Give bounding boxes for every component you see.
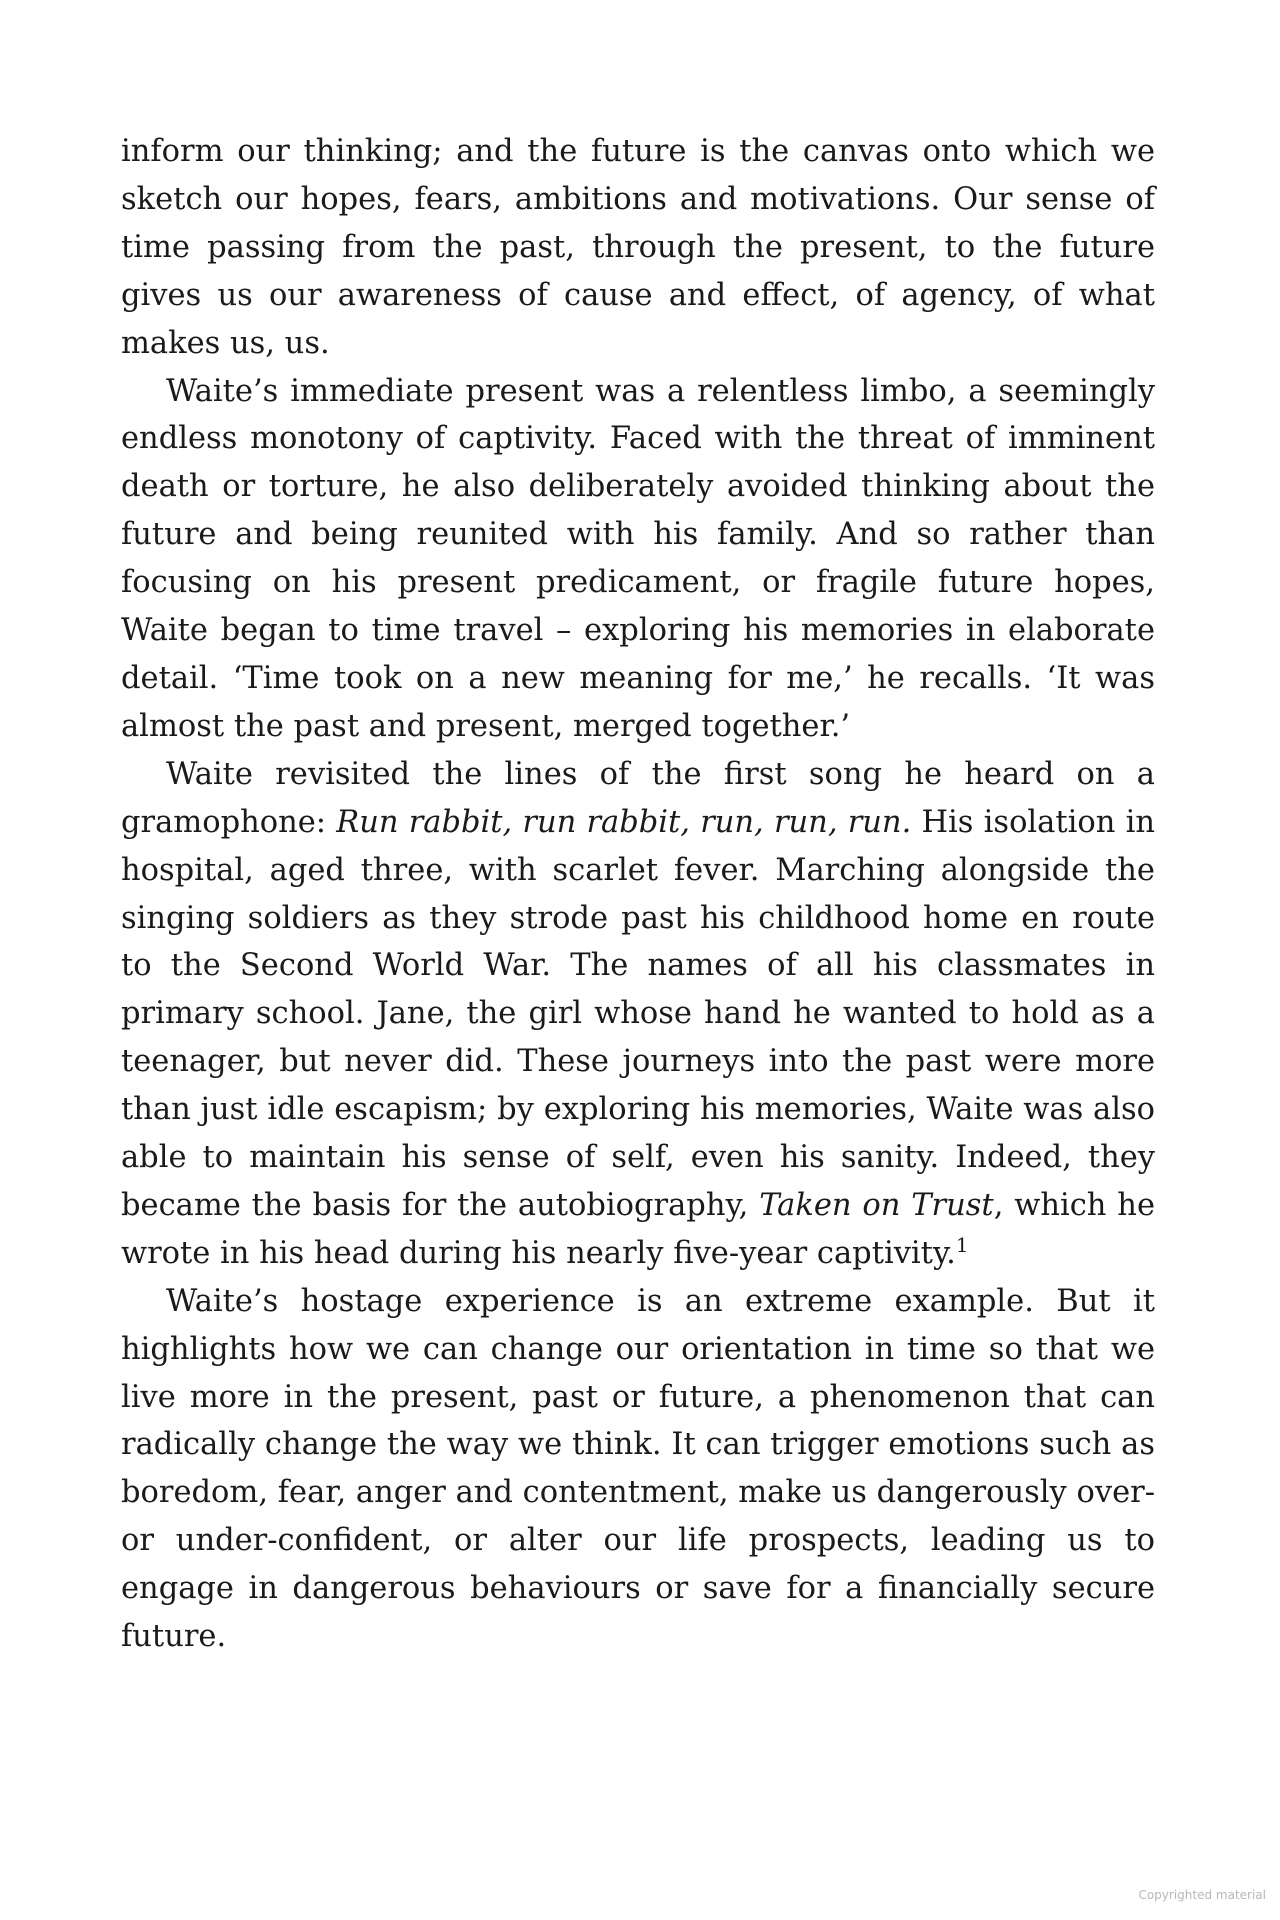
paragraph-2 xyxy=(121,368,1155,751)
paragraph-3 xyxy=(121,751,1155,1278)
song-lyric-italic: Run rabbit, run rabbit, run, run, run. xyxy=(336,804,912,840)
paragraph-1-text: inform our thinking; and the future is the canvas onto which we sketch our hopes, fears, ambitions and motivations. Our sense of time passing from the past, through the present, to the future gives us our awareness of cause and effect, of agency, of what makes us, us. xyxy=(121,134,1155,361)
paragraph-4-text: Waite’s hostage experience is an extreme example. But it highlights how we can change our orientation in time so that we live more in the present, past or future, a phenomenon that can radically change the way we think. It can trigger emotions such as boredom, fear, anger and contentment, make us dangerously over- or under-confident, or alter our life prospects, leading us to engage in dangerous behaviours or save for a financially secure future. xyxy=(121,1283,1155,1655)
paragraph-2-text: Waite’s immediate present was a relentless limbo, a seemingly endless monotony of captivity. Faced with the threat of imminent death or torture, he also deliberately avoided thinking about the future and being reunited with his family. And so rather than focusing on his present predicament, or fragile future hopes, Waite began to time travel – exploring his memories in elaborate detail. ‘Time took on a new meaning for me,’ he recalls. ‘It was almost the past and present, merged together.’ xyxy=(121,373,1155,744)
footnote-marker: 1 xyxy=(955,1233,969,1257)
copyright-watermark: Copyrighted material xyxy=(1138,1888,1266,1902)
paragraph-4 xyxy=(121,1278,1155,1661)
book-title-italic: Taken on Trust xyxy=(759,1187,994,1223)
paragraph-3-text-c: , which he wrote in his head during his nearly five-year captivity. xyxy=(121,1187,1155,1271)
paragraph-1 xyxy=(121,128,1155,368)
paragraph-3-text-b: His isolation in hospital, aged three, with scarlet fever. Marching alongside the singing soldiers as they strode past his childhood home en route to the Second World War. The names of all his classmates in primary school. Jane, the girl whose hand he wanted to hold as a teenager, but never did. These journeys into the past were more than just idle escapism; by exploring his memories, Waite was also able to maintain his sense of self, even his sanity. Indeed, they became the basis for the autobiography, xyxy=(121,804,1155,1223)
paragraph-3-text-a: Waite revisited the lines of the first song he heard on a gramophone: xyxy=(121,756,1155,840)
body-text xyxy=(121,128,1155,1661)
